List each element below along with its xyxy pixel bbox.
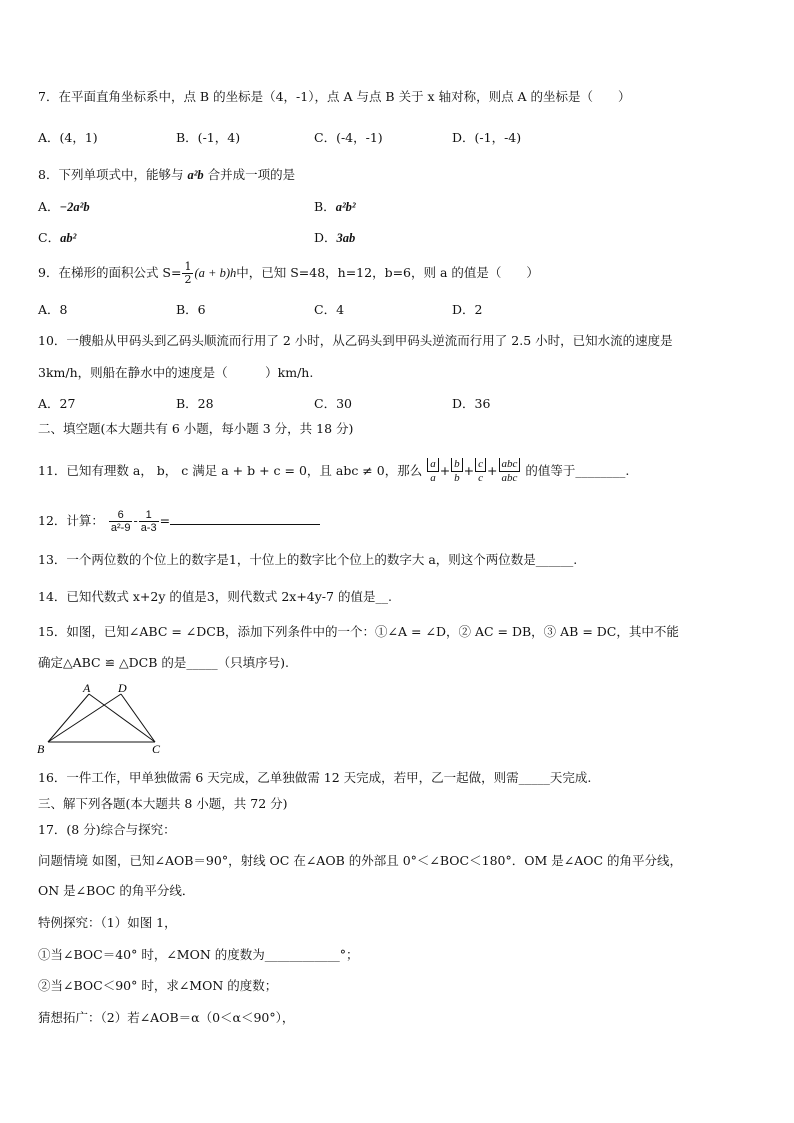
segment-bd [48, 694, 121, 742]
q17-paragraph-4: ②当∠BOC＜90° 时，求∠MON 的度数； [38, 978, 278, 993]
q17-paragraph-5: 猜想拓广：（2）若∠AOB＝α（0＜α＜90°）， [38, 1010, 295, 1025]
section-2-heading: 二、填空题(本大题共有 6 小题，每小题 3 分，共 18 分) [38, 421, 354, 436]
q8-stem [38, 166, 295, 184]
q13-stem: 13．一个两位数的个位上的数字是1，十位上的数字比个位上的数字大 a，则这个两位数是______. [38, 552, 578, 567]
q17-paragraph-2: 特例探究：（1）如图 1， [38, 915, 177, 930]
q10-option-b: B．28 [176, 396, 214, 411]
q15-stem-line1: 15．如图，已知∠ABC = ∠DCB，添加下列条件中的一个：①∠A = ∠D，② AC = DB，③ AB = DC，其中不能 [38, 624, 679, 639]
segment-ac [89, 694, 155, 742]
q10-stem-line1: 10．一艘船从甲码头到乙码头顺流而行用了 2 小时，从乙码头到甲码头逆流而行用了 2.5 小时，已知水流的速度是 [38, 333, 673, 348]
q9-option-c: C．4 [314, 302, 345, 317]
q17-paragraph-3: ①当∠BOC＝40° 时，∠MON 的度数为____________°； [38, 947, 359, 962]
q12-stem: 12．计算： $\frac{6}{\text{a²-9}}$ - $\frac{1}{a-3}$ = [38, 506, 320, 536]
q16-stem: 16．一件工作，甲单独做需 6 天完成，乙单独做需 12 天完成，若甲，乙一起做，则需_____天完成. [38, 770, 592, 785]
q11-stem: 11．已知有理数 a， b， c 满足 a + b + c = 0，且 abc ≠ 0，那么 $\frac{a}{a}$ + $\frac{b}{b}$ + $\frac{c}{c}$ + abc abc 的值等于________. [38, 458, 630, 484]
q7-stem: 7．在平面直角坐标系中，点 B 的坐标是（4，-1），点 A 与点 B 关于 x 轴对称，则点 A 的坐标是（ ） [38, 89, 631, 104]
q17-paragraph-1a: 问题情境 如图，已知∠AOB＝90°，射线 OC 在∠AOB 的外部且 0°＜∠BOC＜180°．OM 是∠AOC 的角平分线， [38, 853, 683, 868]
q7-option-d: D．(-1，-4) [452, 130, 522, 145]
q12-fraction-1: $\frac{6}{\text{a²-9}}$ [110, 509, 131, 534]
q8-option-d: D．3ab [314, 230, 356, 245]
q9-expression: (a + b)h [194, 266, 237, 280]
q15-stem-line2: 确定△ABC ≌ △DCB 的是_____（只填序号). [38, 655, 290, 670]
q14-stem: 14．已知代数式 x+2y 的值是3，则代数式 2x+4y-7 的值是__. [38, 589, 392, 604]
q10-option-d: D．36 [452, 396, 491, 411]
q11-fraction-abc: abc abc [499, 458, 521, 485]
q9-option-a: A．8 [38, 302, 68, 317]
q12-fraction-2: $\frac{1}{a-3}$ [140, 509, 157, 534]
q7-option-c: C．(-4，-1) [314, 130, 383, 145]
q9-fraction: $\frac{1}{2}$ [184, 260, 192, 286]
q15-triangle-figure [34, 680, 174, 758]
q7-option-a: A．(4，1) [38, 130, 98, 145]
label-b: B [37, 742, 45, 756]
segment-ba [48, 694, 89, 742]
segment-dc [121, 694, 155, 742]
q10-option-a: A．27 [38, 396, 76, 411]
q10-option-c: C．30 [314, 396, 352, 411]
label-c: C [152, 742, 161, 756]
q8-option-a: A．−2a²b [38, 199, 90, 214]
q12-answer-blank [170, 512, 320, 525]
q11-fraction-a: $\frac{a}{a}$ [427, 458, 439, 485]
q8-option-c: C．ab² [38, 230, 77, 245]
q9-option-d: D．2 [452, 302, 483, 317]
q17-paragraph-1b: ON 是∠BOC 的角平分线． [38, 883, 195, 898]
q17-title: 17．(8 分)综合与探究： [38, 822, 176, 837]
label-a: A [83, 681, 91, 695]
section-3-heading: 三、解下列各题(本大题共 8 小题，共 72 分) [38, 796, 288, 811]
q9-option-b: B．6 [176, 302, 206, 317]
q8-term: a²b [187, 168, 204, 182]
q11-fraction-b: $\frac{b}{b}$ [451, 458, 463, 485]
q9-stem: 9．在梯形的面积公式 S= $\frac{1}{2}$ (a + b)h中，已知 S=48，h=12，b=6，则 a 的值是（ ） [38, 260, 539, 286]
label-d: D [118, 681, 127, 695]
q7-option-b: B．(-1，4) [176, 130, 241, 145]
q8-option-b: B．a²b² [314, 199, 356, 214]
q11-fraction-c: $\frac{c}{c}$ [475, 458, 486, 485]
q8-stem-post: 合并成一项的是 [203, 167, 296, 182]
q10-stem-line2: 3km/h，则船在静水中的速度是（ ）km/h. [38, 365, 314, 380]
q8-stem-pre: 8．下列单项式中，能够与 [38, 167, 188, 182]
